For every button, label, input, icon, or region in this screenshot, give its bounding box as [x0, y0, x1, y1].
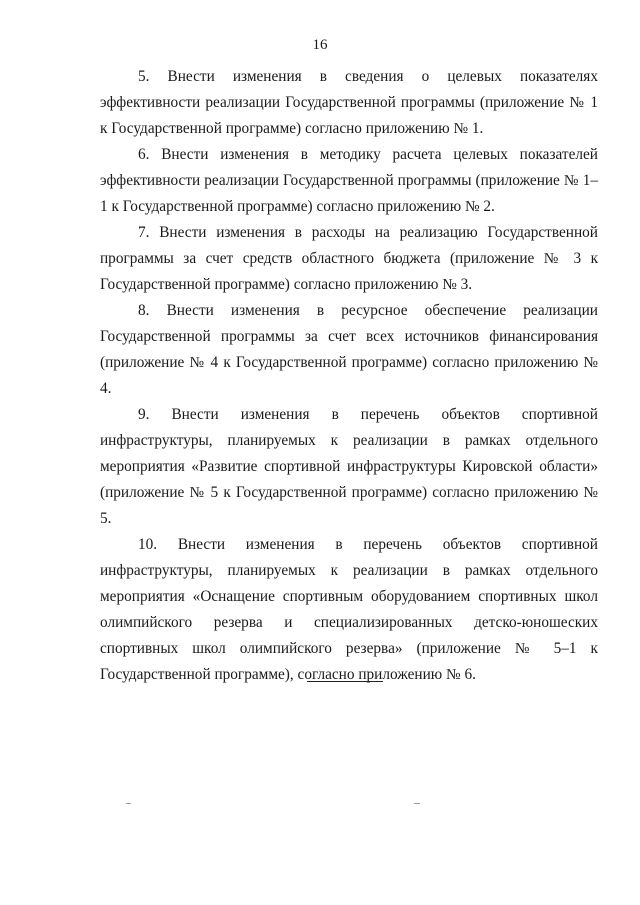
paragraph-item-9: 9. Внести изменения в перечень объектов спортивной инфраструктуры, планируемых к реализации в рамках отдельного мероприятия «Развитие спортивной инфраструктуры Кировской области» (приложение № 5 к Государственной программе) согласно приложению № 5. — [100, 406, 598, 527]
paragraph-item-7: 7. Внести изменения в расходы на реализацию Государственной программы за счет средств областного бюджета (приложение № 3 к Государственной программе) согласно приложению № 3. — [100, 224, 598, 293]
scan-mark-right — [414, 803, 420, 804]
paragraph-item-6: 6. Внести изменения в методику расчета целевых показателей эффективности реализации Государственной программы (приложение № 1–1 к Государственной программе) согласно приложению № 2. — [100, 146, 598, 215]
document-body — [100, 64, 598, 688]
page-number: 16 — [312, 37, 328, 53]
closing-divider — [307, 681, 383, 682]
paragraph-item-8: 8. Внести изменения в ресурсное обеспечение реализации Государственной программы за счет всех источников финансирования (приложение № 4 к Государственной программе) согласно приложению № 4. — [100, 302, 598, 397]
paragraph-item-10: 10. Внести изменения в перечень объектов спортивной инфраструктуры, планируемых к реализации в рамках отдельного мероприятия «Оснащение спортивным оборудованием спортивных школ олимпийского резерва и специализированных детско-юношеских спортивных школ олимпийского резерва» (приложение № 5–1 к Государственной программе), согласно приложению № 6. — [100, 536, 598, 683]
scan-mark-left — [126, 803, 131, 804]
paragraph-item-5: 5. Внести изменения в сведения о целевых показателях эффективности реализации Государственной программы (приложение № 1 к Государственной программе) согласно приложению № 1. — [100, 68, 598, 137]
